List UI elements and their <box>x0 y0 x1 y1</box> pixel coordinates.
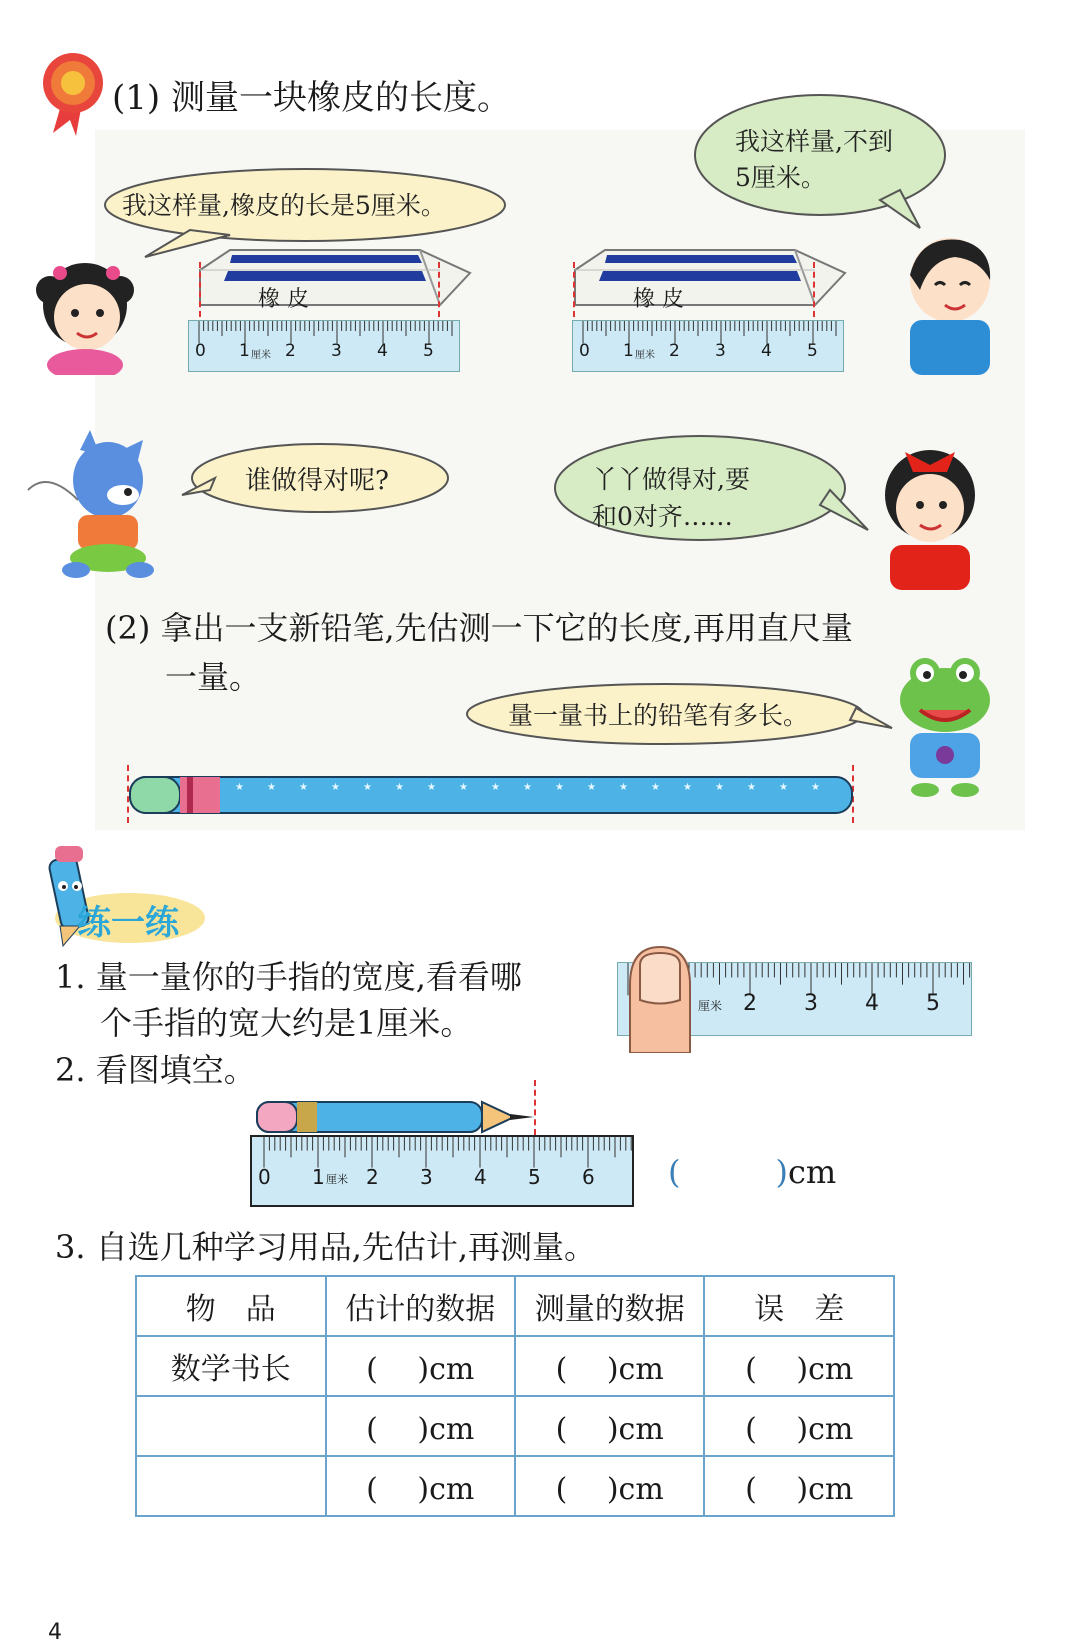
pencil-star-icon: ★ <box>395 782 404 793</box>
pencil-star-icon: ★ <box>779 782 788 793</box>
pencil-star-icon: ★ <box>363 782 372 793</box>
girl-character-illustration <box>25 245 145 375</box>
bubble-boy-line2: 5厘米。 <box>735 163 826 192</box>
pencil-ruler-tick-label: 6 <box>582 1165 595 1189</box>
ruler-left-tick-label: 0 <box>195 341 206 361</box>
measurement-table <box>135 1275 895 1517</box>
page-number: 4 <box>48 1620 62 1645</box>
eraser-right-end-marker <box>813 262 815 317</box>
eraser-left-end-marker <box>438 262 440 317</box>
pencil-ruler-unit: 厘米 <box>326 1173 348 1186</box>
mouse-character-illustration <box>18 430 178 580</box>
ruler-right-unit: 厘米 <box>635 350 655 361</box>
boy-character-illustration <box>900 235 1000 375</box>
answer-open-paren: ( <box>668 1153 681 1191</box>
finger-ruler-tick-label: 3 <box>804 991 818 1016</box>
finger-ruler-tick-label: 4 <box>865 991 879 1016</box>
ruler-left-ticks <box>189 321 459 371</box>
pencil-star-icon: ★ <box>523 782 532 793</box>
ruler-right-tick-label: 2 <box>669 341 680 361</box>
ruler-right-tick-label: 5 <box>807 341 818 361</box>
question-1-line2: 个手指的宽大约是1厘米。 <box>100 1004 473 1042</box>
pencil-short <box>252 1098 542 1138</box>
pencil-ruler-tick-label: 1 <box>312 1165 325 1189</box>
pencil-star-icon: ★ <box>299 782 308 793</box>
pencil-star-icon: ★ <box>331 782 340 793</box>
eraser-left-label: 橡 皮 <box>258 287 309 312</box>
eraser-right <box>565 245 855 315</box>
ruler-right-ticks <box>573 321 843 371</box>
table-cell-error[interactable]: ( )cm <box>704 1456 894 1516</box>
bubble-boy-line1: 我这样量,不到 <box>735 127 893 156</box>
bubble-mouse-text: 谁做得对呢? <box>245 466 389 496</box>
table-cell-error[interactable]: ( )cm <box>704 1336 894 1396</box>
bubble-girl2-line1: 丫丫做得对,要 <box>592 465 750 494</box>
table-cell-estimate[interactable]: ( )cm <box>326 1396 515 1456</box>
section2-title-line1: (2) 拿出一支新铅笔,先估测一下它的长度,再用直尺量 <box>105 609 853 647</box>
practice-badge-title: 练一练 <box>77 903 179 943</box>
table-cell-measured[interactable]: ( )cm <box>515 1396 704 1456</box>
rosette-icon <box>38 48 108 138</box>
pencil-ruler-tick-label: 2 <box>366 1165 379 1189</box>
pencil-ruler-tick-label: 4 <box>474 1165 487 1189</box>
finger-illustration <box>625 945 695 1053</box>
finger-ruler-tick-label: 5 <box>926 991 940 1016</box>
table-row <box>136 1396 894 1456</box>
table-cell-item[interactable] <box>136 1456 326 1516</box>
finger-ruler-unit: 厘米 <box>698 999 723 1013</box>
bubble-girl2-line2: 和0对齐…… <box>592 502 733 531</box>
question-2-answer[interactable] <box>668 1153 836 1191</box>
ruler-left-tick-label: 4 <box>377 341 388 361</box>
ruler-right-tick-label: 0 <box>579 341 590 361</box>
section2-title-line2: 一量。 <box>165 658 262 696</box>
ruler-left-tick-label: 5 <box>423 341 434 361</box>
answer-unit: cm <box>787 1153 837 1191</box>
girl2-character-illustration <box>875 440 990 590</box>
pencil-ruler <box>250 1135 634 1207</box>
pencil-star-icon: ★ <box>619 782 628 793</box>
pencil-ruler-tick-label: 5 <box>528 1165 541 1189</box>
pencil-star-icon: ★ <box>459 782 468 793</box>
ruler-left-unit: 厘米 <box>251 350 271 361</box>
eraser-left <box>190 245 480 315</box>
table-cell-estimate[interactable]: ( )cm <box>326 1456 515 1516</box>
pencil-long <box>125 772 860 817</box>
table-row <box>136 1456 894 1516</box>
table-row <box>136 1336 894 1396</box>
pencil-star-icon: ★ <box>427 782 436 793</box>
answer-close-paren: ) <box>775 1153 788 1191</box>
table-cell-item[interactable] <box>136 1396 326 1456</box>
pencil-ruler-ticks <box>252 1137 632 1205</box>
pencil-star-icon: ★ <box>267 782 276 793</box>
ruler-left-tick-label: 1 <box>239 341 250 361</box>
section1-title: (1) 测量一块橡皮的长度。 <box>112 78 511 118</box>
pencil-ruler-tick-label: 3 <box>420 1165 433 1189</box>
pencil-star-icon: ★ <box>811 782 820 793</box>
question-2: 2. 看图填空。 <box>55 1051 256 1089</box>
pencil-star-icon: ★ <box>715 782 724 793</box>
table-header-cell: 物 品 <box>136 1276 326 1336</box>
pencil-star-icon: ★ <box>491 782 500 793</box>
table-cell-estimate[interactable]: ( )cm <box>326 1336 515 1396</box>
table-cell-item: 数学书长 <box>136 1336 326 1396</box>
eraser-left-start-marker <box>199 262 201 317</box>
pencil-star-icon: ★ <box>683 782 692 793</box>
bubble-frog-text: 量一量书上的铅笔有多长。 <box>508 701 809 730</box>
ruler-left-tick-label: 3 <box>331 341 342 361</box>
table-header-cell: 估计的数据 <box>326 1276 515 1336</box>
ruler-right-tick-label: 1 <box>623 341 634 361</box>
table-header-cell: 误 差 <box>704 1276 894 1336</box>
eraser-right-label: 橡 皮 <box>633 287 684 312</box>
table-header-cell: 测量的数据 <box>515 1276 704 1336</box>
table-cell-measured[interactable]: ( )cm <box>515 1456 704 1516</box>
pencil-star-icon: ★ <box>747 782 756 793</box>
eraser-right-start-marker <box>573 262 575 317</box>
pencil-star-icon: ★ <box>555 782 564 793</box>
ruler-right-tick-label: 4 <box>761 341 772 361</box>
table-header-row <box>136 1276 894 1336</box>
question-1-line1: 1. 量一量你的手指的宽度,看看哪 <box>55 958 522 996</box>
pencil-star-icon: ★ <box>651 782 660 793</box>
table-cell-error[interactable]: ( )cm <box>704 1396 894 1456</box>
table-cell-measured[interactable]: ( )cm <box>515 1336 704 1396</box>
ruler-right <box>572 320 844 372</box>
ruler-left-tick-label: 2 <box>285 341 296 361</box>
pencil-star-icon: ★ <box>235 782 244 793</box>
pencil-ruler-tick-label: 0 <box>258 1165 271 1189</box>
ruler-right-tick-label: 3 <box>715 341 726 361</box>
finger-ruler-tick-label: 2 <box>743 991 757 1016</box>
pencil-star-icon: ★ <box>587 782 596 793</box>
question-3: 3. 自选几种学习用品,先估计,再测量。 <box>55 1228 597 1266</box>
bubble-girl-text: 我这样量,橡皮的长是5厘米。 <box>122 191 446 220</box>
frog-character-illustration <box>890 655 1000 800</box>
ruler-left <box>188 320 460 372</box>
